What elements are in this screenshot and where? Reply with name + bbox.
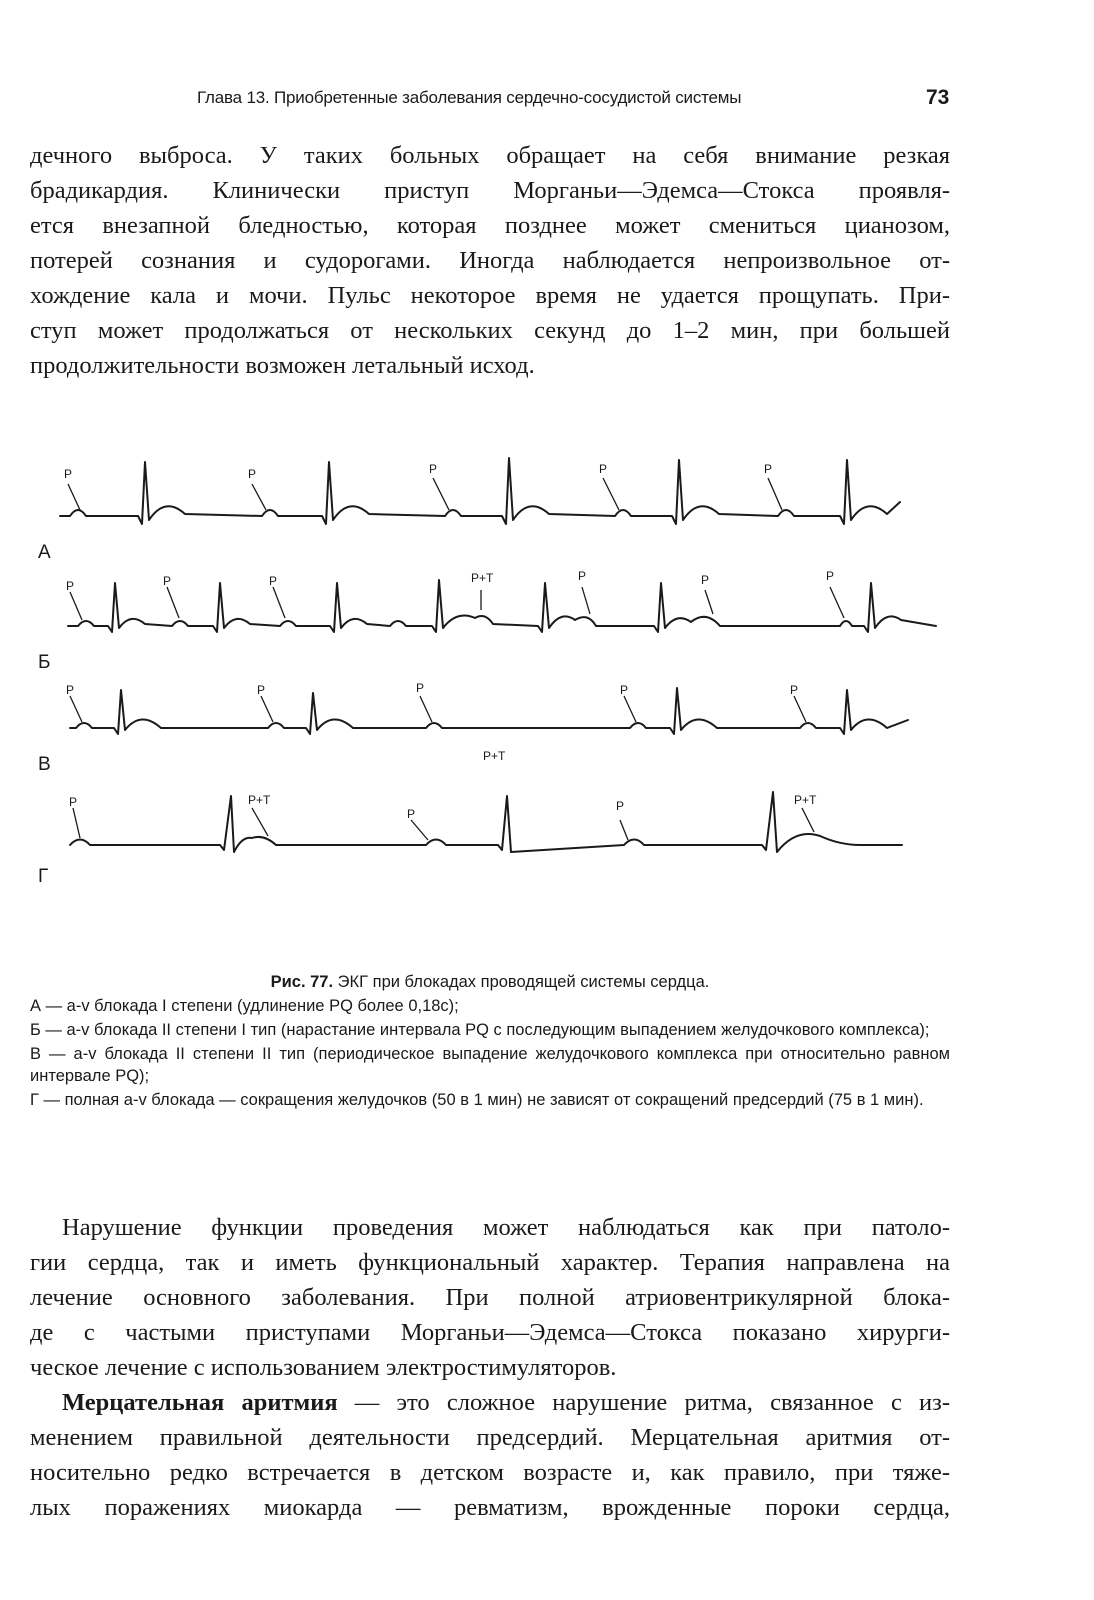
wave-label: P xyxy=(578,569,587,583)
wave-label: P xyxy=(616,799,625,813)
ecg-row-b xyxy=(38,569,936,673)
p-wave-pointer xyxy=(603,478,619,510)
wave-label: P xyxy=(826,569,835,583)
figure-caption xyxy=(30,971,950,1113)
text-line: дечного выброса. У таких больных обращает на себя внимание резкая xyxy=(30,142,950,169)
page-number: 73 xyxy=(926,86,950,109)
term-paragraph xyxy=(30,1385,950,1525)
top-paragraph xyxy=(30,138,950,383)
ecg-trace-c xyxy=(70,688,908,734)
row-label: Б xyxy=(38,652,51,673)
defined-term: Мерцательная аритмия xyxy=(62,1389,338,1416)
text-line: гии сердца, так и иметь функциональный характер. Терапия направлена на xyxy=(30,1249,950,1276)
p-wave-pointer xyxy=(70,592,82,620)
term-definition-start: — это сложное нарушение ритма, связанное с из- xyxy=(337,1389,950,1416)
wave-label: P xyxy=(790,683,799,697)
text-line: продолжительности возможен летальный исход. xyxy=(30,352,535,379)
p-wave-pointer xyxy=(411,820,428,840)
text-line: лых поражениях миокарда — ревматизм, врожденные пороки сердца, xyxy=(30,1494,950,1521)
wave-label: P xyxy=(407,807,416,821)
p-wave-pointer xyxy=(167,587,179,618)
wave-label: P xyxy=(163,574,172,588)
row-label: Г xyxy=(38,866,49,887)
p-wave-pointer xyxy=(705,590,713,614)
wave-label: P xyxy=(257,683,266,697)
p-wave-pointer xyxy=(252,808,268,836)
p-wave-pointer xyxy=(273,587,285,618)
ecg-row-d xyxy=(38,792,902,887)
caption-item: А — a-v блокада I степени (удлинение PQ более 0,18с); xyxy=(30,997,459,1015)
text-line: потерей сознания и судорогами. Иногда наблюдается непроизвольное от- xyxy=(30,247,950,274)
wave-label: P xyxy=(620,683,629,697)
caption-figure-number: Рис. 77. xyxy=(270,973,334,991)
wave-label: P xyxy=(66,683,75,697)
wave-label: P xyxy=(764,462,773,476)
p-wave-pointer xyxy=(794,696,806,722)
p-wave-pointer xyxy=(68,484,80,510)
ecg-trace-b xyxy=(68,580,936,632)
caption-item: В — a-v блокада II степени II тип (периодическое выпадение желудочкового комплекса при относительно равном интервале PQ); xyxy=(30,1045,950,1085)
wave-label: P xyxy=(64,467,73,481)
wave-label: P xyxy=(416,681,425,695)
text-line xyxy=(30,1385,950,1420)
wave-label: P xyxy=(248,467,257,481)
p-wave-pointer xyxy=(73,808,80,838)
wave-label: P xyxy=(701,573,710,587)
wave-label: P xyxy=(269,574,278,588)
ecg-trace-d xyxy=(70,792,902,852)
caption-item: Г — полная a-v блокада — сокращения желудочков (50 в 1 мин) не зависят от сокращений предсердий (75 в 1 мин). xyxy=(30,1091,924,1109)
wave-label: P+T xyxy=(483,749,506,763)
ecg-row-c xyxy=(38,681,908,775)
text-line: носительно редко встречается в детском возрасте и, как правило, при тяже- xyxy=(30,1459,950,1486)
caption-title xyxy=(30,971,950,993)
wave-label: P+T xyxy=(248,793,271,807)
p-wave-pointer xyxy=(70,696,82,722)
wave-label: P+T xyxy=(794,793,817,807)
bottom-paragraph xyxy=(30,1210,950,1385)
ecg-row-a xyxy=(38,458,900,563)
p-wave-pointer xyxy=(768,478,782,510)
wave-label: P xyxy=(599,462,608,476)
wave-label: P+T xyxy=(471,571,494,585)
text-line: Нарушение функции проведения может наблюдаться как при патоло- xyxy=(62,1214,950,1241)
p-wave-pointer xyxy=(620,820,628,840)
caption-item: Б — a-v блокада II степени I тип (нарастание интервала PQ с последующим выпадением желудочкового комплекса); xyxy=(30,1021,930,1039)
caption-title-text: ЭКГ при блокадах проводящей системы сердца. xyxy=(333,973,710,991)
ecg-diagram xyxy=(30,440,950,910)
text-line: ческое лечение с использованием электростимуляторов. xyxy=(30,1354,617,1381)
text-line: менением правильной деятельности предсердий. Мерцательная аритмия от- xyxy=(30,1424,950,1451)
p-wave-pointer xyxy=(252,484,266,510)
p-wave-pointer xyxy=(830,587,844,618)
row-label: А xyxy=(38,542,51,563)
wave-label: P xyxy=(429,462,438,476)
text-line: ступ может продолжаться от нескольких секунд до 1–2 мин, при большей xyxy=(30,317,950,344)
running-title: Глава 13. Приобретенные заболевания сердечно-сосудистой системы xyxy=(197,88,742,107)
row-label: В xyxy=(38,754,51,775)
p-wave-pointer xyxy=(261,696,273,722)
p-wave-pointer xyxy=(420,696,432,722)
wave-label: P xyxy=(69,795,78,809)
text-line: хождение кала и мочи. Пульс некоторое время не удается прощупать. При- xyxy=(30,282,950,309)
text-line: брадикардия. Клинически приступ Морганьи—Эдемса—Стокса проявля- xyxy=(30,177,950,204)
text-line: лечение основного заболевания. При полной атриовентрикулярной блока- xyxy=(30,1284,950,1311)
text-line: ется внезапной бледностью, которая позднее может смениться цианозом, xyxy=(30,212,950,239)
p-wave-pointer xyxy=(802,808,814,832)
p-wave-pointer xyxy=(433,478,449,510)
text-line: де с частыми приступами Морганьи—Эдемса—Стокса показано хирурги- xyxy=(30,1319,950,1346)
p-wave-pointer xyxy=(624,696,636,722)
wave-label: P xyxy=(66,579,75,593)
p-wave-pointer xyxy=(582,587,590,614)
ecg-figure xyxy=(30,440,950,910)
